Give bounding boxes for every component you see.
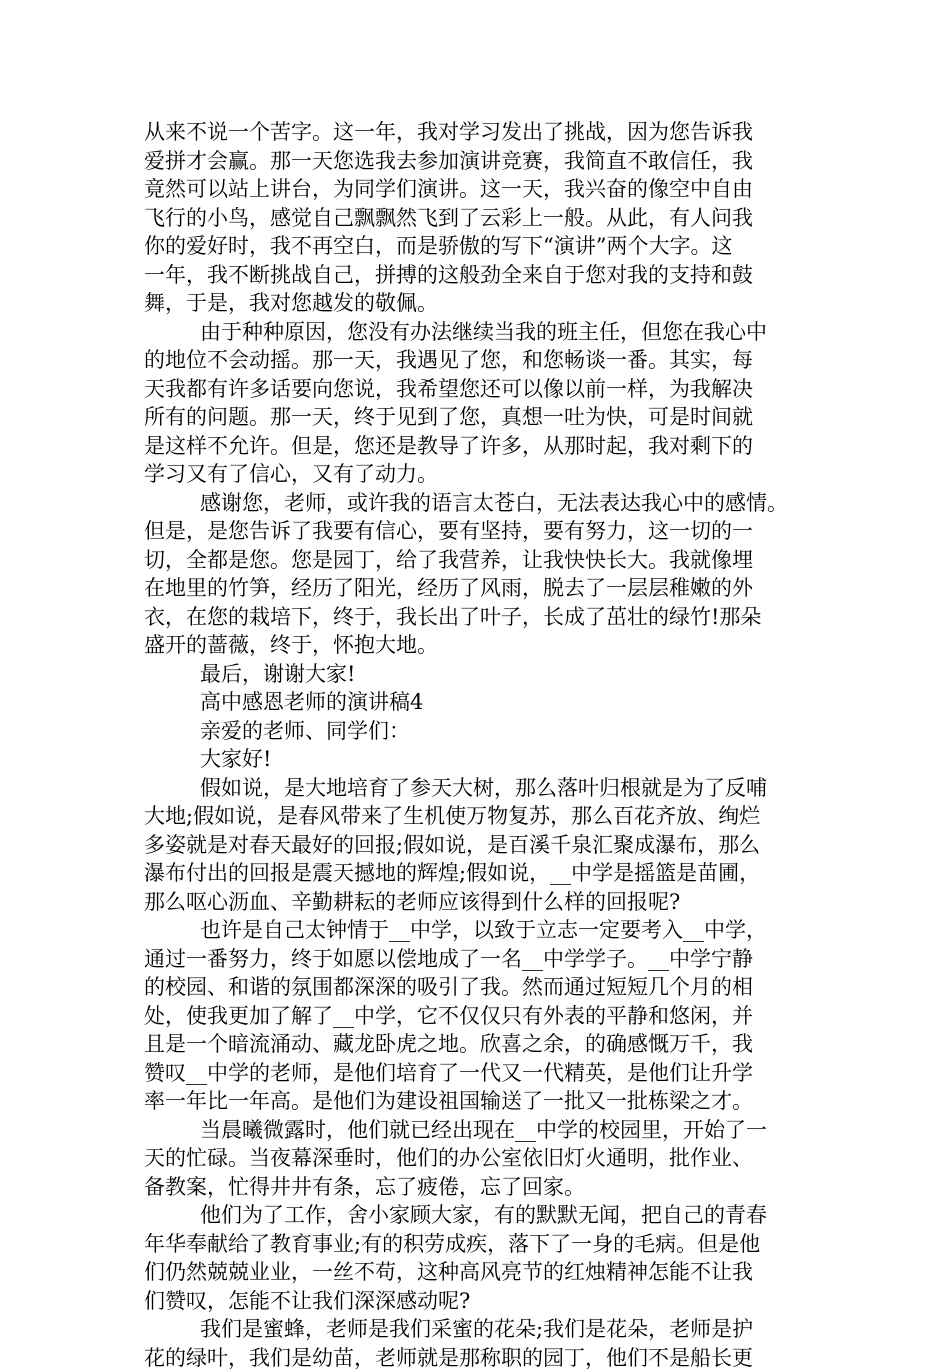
paragraph <box>144 489 824 660</box>
paragraph <box>144 1116 824 1202</box>
text-line: 一年，我不断挑战自己，拼搏的这般劲全来自于您对我的支持和鼓 <box>144 261 824 290</box>
text-line: 亲爱的老师、同学们： <box>144 717 824 746</box>
text-line: 备教案，忙得井井有条，忘了疲倦，忘了回家。 <box>144 1173 824 1202</box>
text-line: 多姿就是对春天最好的回报;假如说，是百溪千泉汇聚成瀑布，那么 <box>144 831 824 860</box>
text-line: 你的爱好时，我不再空白，而是骄傲的写下“演讲”两个大字。这 <box>144 232 824 261</box>
text-line: 天我都有许多话要向您说，我希望您还可以像以前一样，为我解决 <box>144 375 824 404</box>
text-line: 且是一个暗流涌动、藏龙卧虎之地。欣喜之余，的确感慨万千，我 <box>144 1030 824 1059</box>
text-line: 们仍然兢兢业业，一丝不苟，这种高风亮节的红烛精神怎能不让我 <box>144 1258 824 1287</box>
text-line: 年华奉献给了教育事业;有的积劳成疾，落下了一身的毛病。但是他 <box>144 1230 824 1259</box>
paragraph <box>144 717 824 746</box>
text-line: 在地里的竹笋，经历了阳光，经历了风雨，脱去了一层层稚嫩的外 <box>144 574 824 603</box>
text-line: 从来不说一个苦字。这一年，我对学习发出了挑战，因为您告诉我 <box>144 118 824 147</box>
text-line: 爱拼才会赢。那一天您选我去参加演讲竞赛，我简直不敢信任，我 <box>144 147 824 176</box>
document-body <box>144 118 824 1372</box>
text-line: 处，使我更加了解了__中学，它不仅仅只有外表的平静和悠闲，并 <box>144 1002 824 1031</box>
text-line: 由于种种原因，您没有办法继续当我的班主任，但您在我心中 <box>144 318 824 347</box>
text-line: 他们为了工作，舍小家顾大家，有的默默无闻，把自己的青春 <box>144 1201 824 1230</box>
text-line: 假如说，是大地培育了参天大树，那么落叶归根就是为了反哺 <box>144 774 824 803</box>
paragraph <box>144 774 824 917</box>
text-line: 那么呕心沥血、辛勤耕耘的老师应该得到什么样的回报呢? <box>144 888 824 917</box>
paragraph <box>144 745 824 774</box>
paragraph <box>144 916 824 1116</box>
text-line: 所有的问题。那一天，终于见到了您，真想一吐为快，可是时间就 <box>144 403 824 432</box>
text-line: 率一年比一年高。是他们为建设祖国输送了一批又一批栋梁之才。 <box>144 1087 824 1116</box>
text-line: 高中感恩老师的演讲稿4 <box>144 688 824 717</box>
text-line: 的地位不会动摇。那一天，我遇见了您，和您畅谈一番。其实，每 <box>144 346 824 375</box>
text-line: 感谢您，老师，或许我的语言太苍白，无法表达我心中的感情。 <box>144 489 824 518</box>
text-line: 大地;假如说，是春风带来了生机使万物复苏，那么百花齐放、绚烂 <box>144 802 824 831</box>
text-line: 当晨曦微露时，他们就已经出现在__中学的校园里，开始了一 <box>144 1116 824 1145</box>
text-line: 的校园、和谐的氛围都深深的吸引了我。然而通过短短几个月的相 <box>144 973 824 1002</box>
text-line: 但是，是您告诉了我要有信心，要有坚持，要有努力，这一切的一 <box>144 517 824 546</box>
paragraph <box>144 1201 824 1315</box>
paragraph <box>144 660 824 689</box>
text-line: 天的忙碌。当夜幕深垂时，他们的办公室依旧灯火通明，批作业、 <box>144 1144 824 1173</box>
text-line: 通过一番努力，终于如愿以偿地成了一名__中学学子。__中学宁静 <box>144 945 824 974</box>
text-line: 切，全都是您。您是园丁，给了我营养，让我快快长大。我就像埋 <box>144 546 824 575</box>
text-line: 花的绿叶，我们是幼苗，老师就是那称职的园丁，他们不是船长更 <box>144 1344 824 1372</box>
paragraph <box>144 688 824 717</box>
text-line: 瀑布付出的回报是震天撼地的辉煌;假如说，__中学是摇篮是苗圃， <box>144 859 824 888</box>
text-line: 衣，在您的栽培下，终于，我长出了叶子，长成了茁壮的绿竹!那朵 <box>144 603 824 632</box>
text-line: 赞叹__中学的老师，是他们培育了一代又一代精英，是他们让升学 <box>144 1059 824 1088</box>
paragraph <box>144 118 824 318</box>
text-line: 最后，谢谢大家! <box>144 660 824 689</box>
text-line: 大家好! <box>144 745 824 774</box>
paragraph <box>144 318 824 489</box>
text-line: 们赞叹，怎能不让我们深深感动呢? <box>144 1287 824 1316</box>
text-line: 也许是自己太钟情于__中学，以致于立志一定要考入__中学， <box>144 916 824 945</box>
text-line: 学习又有了信心，又有了动力。 <box>144 460 824 489</box>
text-line: 盛开的蔷薇，终于，怀抱大地。 <box>144 631 824 660</box>
text-line: 舞，于是，我对您越发的敬佩。 <box>144 289 824 318</box>
text-line: 我们是蜜蜂，老师是我们采蜜的花朵;我们是花朵，老师是护 <box>144 1315 824 1344</box>
text-line: 是这样不允许。但是，您还是教导了许多，从那时起，我对剩下的 <box>144 432 824 461</box>
text-line: 飞行的小鸟，感觉自己飘飘然飞到了云彩上一般。从此，有人问我 <box>144 204 824 233</box>
text-line: 竟然可以站上讲台，为同学们演讲。这一天，我兴奋的像空中自由 <box>144 175 824 204</box>
